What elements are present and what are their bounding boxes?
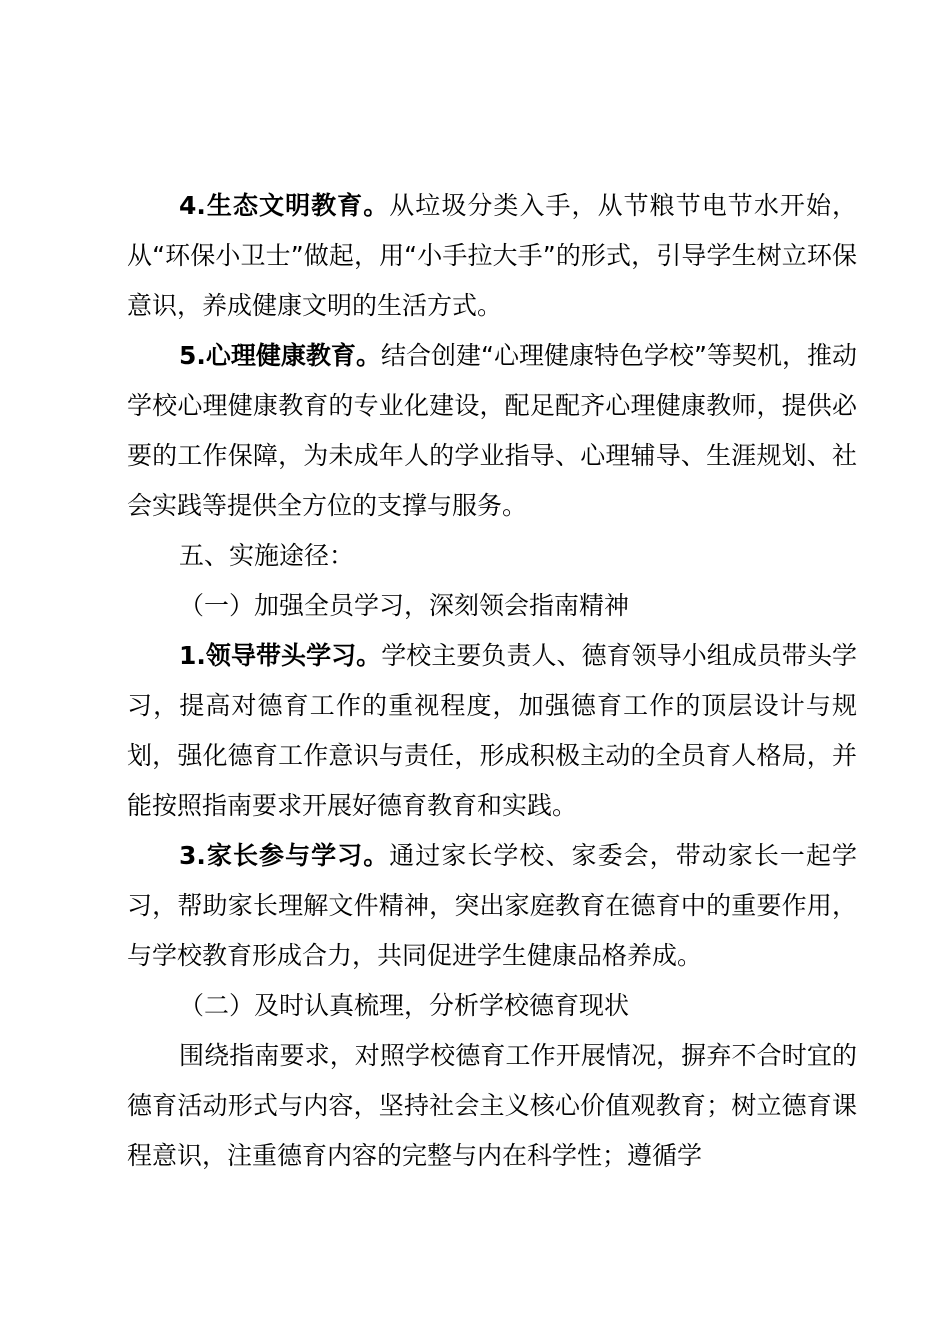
paragraph-text: 通过家长学校、家委会，带动家长一起学习，帮助家长理解文件精神，突出家庭教育在德育中的重要作用，与学校教育形成合力，共同促进学生健康品格养成。 [127, 841, 857, 970]
subsection-heading-2 [127, 981, 857, 1031]
paragraph-heading: 4.生态文明教育。 [179, 191, 390, 220]
subsection-heading-1 [127, 581, 857, 631]
paragraph-analysis [127, 1031, 857, 1181]
paragraph-heading: 5.心理健康教育。 [179, 341, 381, 370]
paragraph-text: 五、实施途径： [179, 541, 355, 570]
paragraph-text: 从垃圾分类入手，从节粮节电节水开始，从“环保小卫士”做起，用“小手拉大手”的形式，引导学生树立环保意识，养成健康文明的生活方式。 [127, 191, 857, 320]
document-body [127, 181, 857, 1181]
paragraph-text: （一）加强全员学习，深刻领会指南精神 [179, 591, 630, 620]
paragraph-text: 围绕指南要求，对照学校德育工作开展情况，摒弃不合时宜的德育活动形式与内容，坚持社会主义核心价值观教育；树立德育课程意识，注重德育内容的完整与内在科学性；遵循学 [127, 1041, 857, 1170]
paragraph-heading: 3.家长参与学习。 [179, 841, 390, 870]
paragraph-heading: 1.领导带头学习。 [179, 641, 382, 670]
paragraph-ecological-education [127, 181, 857, 331]
paragraph-mental-health-education [127, 331, 857, 531]
paragraph-text: （二）及时认真梳理，分析学校德育现状 [179, 991, 630, 1020]
paragraph-parent-study [127, 831, 857, 981]
paragraph-text: 结合创建“心理健康特色学校”等契机，推动学校心理健康教育的专业化建设，配足配齐心理健康教师，提供必要的工作保障，为未成年人的学业指导、心理辅导、生涯规划、社会实践等提供全方位的支撑与服务。 [127, 341, 857, 520]
section-heading-implementation [127, 531, 857, 581]
paragraph-leadership-study [127, 631, 857, 831]
paragraph-text: 学校主要负责人、德育领导小组成员带头学习，提高对德育工作的重视程度，加强德育工作的顶层设计与规划，强化德育工作意识与责任，形成积极主动的全员育人格局，并能按照指南要求开展好德育教育和实践。 [127, 641, 857, 820]
